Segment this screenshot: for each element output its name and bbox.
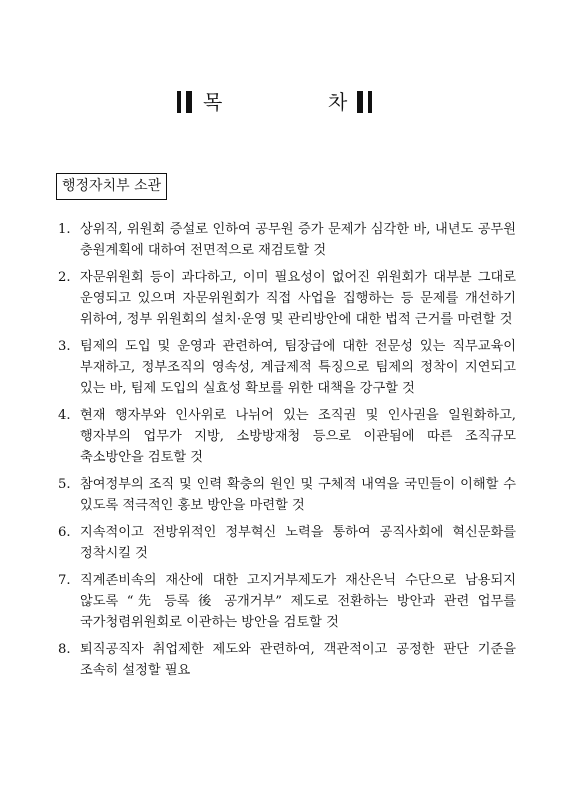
- item-text: 지속적이고 전방위적인 정부혁신 노력을 통하여 공직사회에 혁신문화를 정착시킬 것: [80, 525, 516, 561]
- item-text: 팀제의 도입 및 운영과 관련하여, 팀장급에 대한 전문성 있는 직무교육이 부재하고, 정부조직의 영속성, 계급제적 특징으로 팀제의 정착이 지연되고 있는 바, 팀제 도입의 실효성 확보를 위한 대책을 강구할 것: [80, 339, 516, 396]
- list-item: [58, 474, 516, 516]
- title-char-left: 목: [203, 90, 223, 114]
- item-text: 현재 행자부와 인사위로 나뉘어 있는 조직권 및 인사권을 일원화하고, 행자부의 업무가 지방, 소방방재청 등으로 이관됨에 따른 조직규모 축소방안을 검토할 것: [80, 408, 516, 465]
- item-number: 7.: [58, 573, 71, 588]
- item-number: 5.: [58, 477, 71, 492]
- item-number: 4.: [58, 408, 71, 423]
- item-text: 퇴직공직자 취업제한 제도와 관련하여, 객관적이고 공정한 판단 기준을 조속히 설정할 필요: [80, 642, 516, 678]
- item-text: 자문위원회 등이 과다하고, 이미 필요성이 없어진 위원회가 대부분 그대로 운영되고 있으며 자문위원회가 직접 사업을 집행하는 등 문제를 개선하기 위하여, 정부 위원회의 설치·운영 및 관리방안에 대한 법적 근거를 마련할 것: [80, 270, 516, 327]
- item-number: 3.: [58, 339, 71, 354]
- item-text: 참여정부의 조직 및 인력 확충의 원인 및 구체적 내역을 국민들이 이해할 수 있도록 적극적인 홍보 방안을 마련할 것: [80, 477, 516, 513]
- list-item: [58, 267, 516, 330]
- item-number: 1.: [58, 222, 71, 237]
- toc-title: [0, 86, 566, 120]
- item-text: 상위직, 위원회 증설로 인하여 공무원 증가 문제가 심각한 바, 내년도 공무원 충원계획에 대하여 전면적으로 재검토할 것: [80, 222, 516, 258]
- list-item: [58, 336, 516, 399]
- title-bar-right-thick: [357, 91, 363, 113]
- list-item: [58, 219, 516, 261]
- section-heading: 행정자치부 소관: [56, 173, 167, 200]
- item-number: 2.: [58, 270, 71, 285]
- list-item: [58, 570, 516, 633]
- item-list: [58, 219, 516, 687]
- list-item: [58, 405, 516, 468]
- title-char-right: 차: [328, 90, 348, 114]
- title-bar-left-thin: [177, 91, 181, 113]
- list-item: [58, 639, 516, 681]
- item-number: 6.: [58, 525, 71, 540]
- item-number: 8.: [58, 642, 71, 657]
- item-text: 직계존비속의 재산에 대한 고지거부제도가 재산은닉 수단으로 남용되지 않도록 “先 등록 後 공개거부” 제도로 전환하는 방안과 관련 업무를 국가청렴위원회로 이관하는 방안을 검토할 것: [80, 573, 516, 630]
- title-bar-right-thin: [368, 91, 372, 113]
- title-bar-left-thick: [186, 91, 192, 113]
- list-item: [58, 522, 516, 564]
